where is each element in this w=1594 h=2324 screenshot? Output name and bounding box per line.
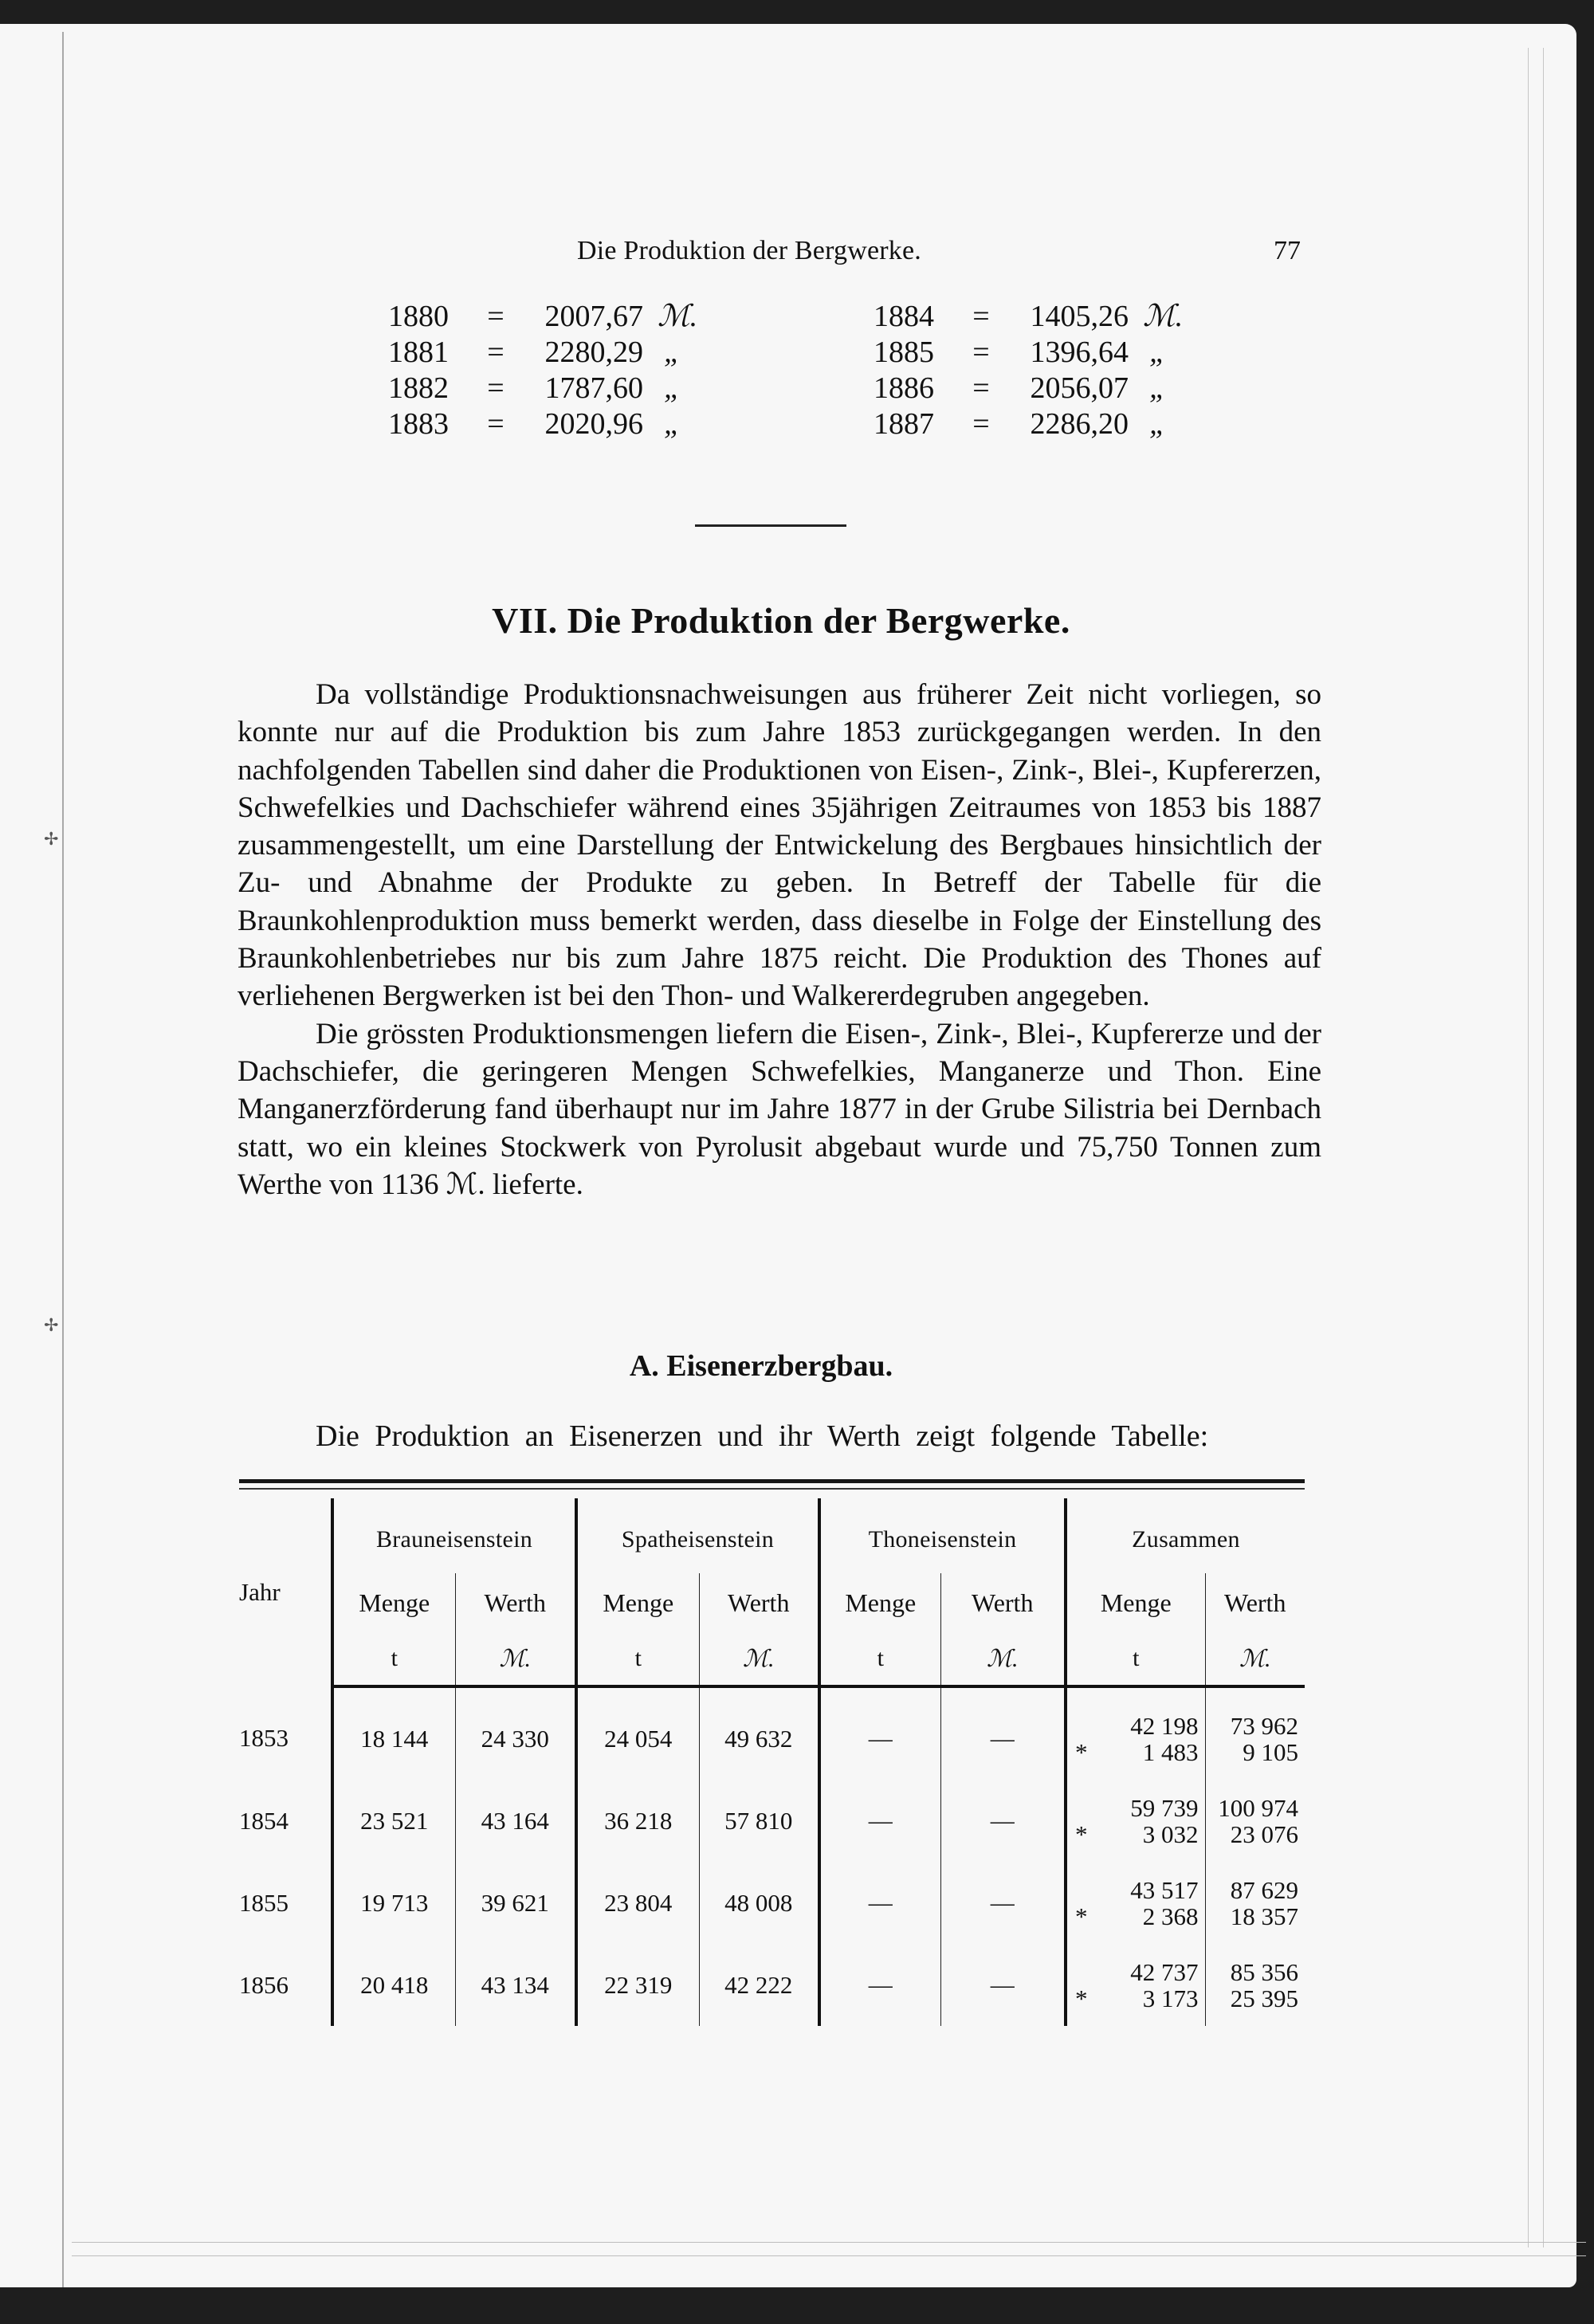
cell-total-menge xyxy=(1066,1944,1205,2026)
subsection-title xyxy=(0,1348,1594,1384)
running-head: Die Produktion der Bergwerke. xyxy=(577,236,921,265)
total-werth-value: 73 962 xyxy=(1230,1711,1298,1740)
mark-currency-symbol: ℳ. xyxy=(1143,300,1184,333)
cell-braun-menge: 20 418 xyxy=(332,1944,455,2026)
table-intro: Die Produktion an Eisenerzen und ihr Werth zeigt folgende Tabelle: xyxy=(316,1419,1209,1453)
page-edge-line xyxy=(1528,48,1529,2247)
rate-row xyxy=(388,406,720,442)
cell-year: 1855 xyxy=(239,1888,289,1917)
cell-spat-menge: 36 218 xyxy=(576,1780,699,1862)
section-title xyxy=(0,599,1594,642)
cell-braun-menge: 19 713 xyxy=(332,1862,455,1944)
cell-thon-werth: — xyxy=(940,1862,1066,1944)
table-row xyxy=(239,1862,1305,1944)
cell-total-menge xyxy=(1066,1780,1205,1862)
header-werth: Werth xyxy=(940,1573,1066,1632)
unit-tonnes: t xyxy=(332,1632,455,1686)
unit-tonnes: t xyxy=(576,1632,699,1686)
table-row xyxy=(239,1686,1305,1780)
header-zusammen: Zusammen xyxy=(1066,1498,1305,1573)
starred-menge-value: 1 483 xyxy=(1142,1737,1199,1766)
unit-tonnes: t xyxy=(1066,1632,1205,1686)
header-werth: Werth xyxy=(455,1573,576,1632)
header-spatheisenstein: Spatheisenstein xyxy=(576,1498,819,1573)
total-werth-value: 100 974 xyxy=(1218,1793,1298,1822)
cell-spat-werth: 42 222 xyxy=(699,1944,819,2026)
rate-year: 1886 xyxy=(874,371,934,405)
section-title-text: VII. Die Produktion der Bergwerke. xyxy=(492,600,1070,641)
paragraph: Die grössten Produktionsmengen liefern die Eisen-, Zink-, Blei-, Kupfererze und der Dachschiefer, die geringeren Mengen Schwefelkies, Manganerze und Thon. Eine Manganerzförderung fand überhaupt nur im Jahre 1877 in der Grube Silistria bei Dernbach statt, wo ein kleines Stockwerk von Pyrolusit abgebaut wurde und 75,750 Tonnen zum Werthe von 1136 ℳ. lieferte. xyxy=(238,1017,1321,1201)
cell-braun-werth: 43 134 xyxy=(455,1944,576,2026)
mark-currency-symbol: ℳ. xyxy=(658,300,698,333)
ditto-mark: „ xyxy=(1149,407,1167,441)
cell-braun-menge: 23 521 xyxy=(332,1780,455,1862)
cell-thon-menge: — xyxy=(819,1780,940,1862)
rate-row xyxy=(874,299,1205,335)
rate-year: 1887 xyxy=(874,407,934,441)
rate-row xyxy=(874,371,1205,406)
cell-total-menge xyxy=(1066,1862,1205,1944)
cell-total-werth xyxy=(1205,1944,1305,2026)
total-werth-value: 87 629 xyxy=(1230,1875,1298,1904)
cell-total-menge xyxy=(1066,1686,1205,1780)
header-year: Jahr xyxy=(239,1578,281,1606)
equals-sign: = xyxy=(487,407,505,441)
rate-value: 2007,67 xyxy=(544,300,643,333)
rate-value: 2056,07 xyxy=(1030,371,1129,405)
header-werth: Werth xyxy=(699,1573,819,1632)
body-text xyxy=(238,676,1321,1203)
rate-row xyxy=(388,299,720,335)
rate-value: 1396,64 xyxy=(1030,336,1129,369)
total-menge-value: 42 737 xyxy=(1130,1957,1199,1986)
cell-braun-werth: 24 330 xyxy=(455,1686,576,1780)
total-menge-value: 42 198 xyxy=(1130,1711,1199,1740)
asterisk-mark: * xyxy=(1075,1737,1088,1766)
unit-tonnes: t xyxy=(819,1632,940,1686)
cell-spat-menge: 22 319 xyxy=(576,1944,699,2026)
page-edge-line xyxy=(72,2255,1586,2256)
starred-menge-value: 3 173 xyxy=(1142,1984,1199,2012)
rate-year: 1884 xyxy=(874,300,934,333)
cell-total-werth xyxy=(1205,1780,1305,1862)
total-menge-value: 43 517 xyxy=(1130,1875,1199,1904)
cell-braun-werth: 43 164 xyxy=(455,1780,576,1862)
cell-thon-werth: — xyxy=(940,1944,1066,2026)
header-menge: Menge xyxy=(332,1573,455,1632)
cell-year: 1853 xyxy=(239,1723,289,1752)
unit-mark: ℳ. xyxy=(940,1632,1066,1686)
ditto-mark: „ xyxy=(1149,371,1167,405)
cell-total-werth xyxy=(1205,1686,1305,1780)
rate-value: 1787,60 xyxy=(544,371,643,405)
iron-ore-production-table xyxy=(239,1498,1305,2026)
gutter-line xyxy=(62,32,64,2287)
rate-year: 1880 xyxy=(388,300,449,333)
asterisk-mark: * xyxy=(1075,1902,1088,1930)
cell-thon-werth: — xyxy=(940,1780,1066,1862)
subsection-title-text: A. Eisenerzbergbau. xyxy=(629,1349,893,1383)
ditto-mark: „ xyxy=(1149,336,1167,369)
header-werth: Werth xyxy=(1205,1573,1305,1632)
cell-braun-menge: 18 144 xyxy=(332,1686,455,1780)
asterisk-mark: * xyxy=(1075,1820,1088,1848)
total-menge-value: 59 739 xyxy=(1130,1793,1199,1822)
rate-year: 1882 xyxy=(388,371,449,405)
rate-year: 1885 xyxy=(874,336,934,369)
rate-value: 2020,96 xyxy=(544,407,643,441)
starred-werth-value: 23 076 xyxy=(1230,1820,1298,1848)
cell-thon-menge: — xyxy=(819,1862,940,1944)
equals-sign: = xyxy=(972,336,990,369)
header-brauneisenstein: Brauneisenstein xyxy=(332,1498,576,1573)
rates-list-right xyxy=(874,299,1205,442)
starred-werth-value: 25 395 xyxy=(1230,1984,1298,2012)
rate-row xyxy=(874,406,1205,442)
cell-spat-menge: 24 054 xyxy=(576,1686,699,1780)
asterisk-mark: * xyxy=(1075,1984,1088,2012)
equals-sign: = xyxy=(487,300,505,333)
header-menge: Menge xyxy=(819,1573,940,1632)
rate-value: 2286,20 xyxy=(1030,407,1129,441)
cell-year: 1854 xyxy=(239,1806,289,1835)
ditto-mark: „ xyxy=(664,336,681,369)
table-row xyxy=(239,1944,1305,2026)
unit-mark: ℳ. xyxy=(699,1632,819,1686)
margin-mark-icon: ✢ xyxy=(44,829,59,849)
rate-value: 2280,29 xyxy=(544,336,643,369)
cell-thon-menge: — xyxy=(819,1686,940,1780)
table-top-rule-thin xyxy=(239,1488,1305,1490)
cell-year: 1856 xyxy=(239,1970,289,1999)
rate-value: 1405,26 xyxy=(1030,300,1129,333)
cell-spat-werth: 57 810 xyxy=(699,1780,819,1862)
cell-braun-werth: 39 621 xyxy=(455,1862,576,1944)
table-row xyxy=(239,1780,1305,1862)
unit-mark: ℳ. xyxy=(1205,1632,1305,1686)
page-edge-line xyxy=(72,2242,1586,2243)
cell-spat-menge: 23 804 xyxy=(576,1862,699,1944)
cell-total-werth xyxy=(1205,1862,1305,1944)
cell-thon-werth: — xyxy=(940,1686,1066,1780)
rate-year: 1881 xyxy=(388,336,449,369)
paragraph: Da vollständige Produktionsnachweisungen aus früherer Zeit nicht vorliegen, so konnte nur auf die Produktion bis zum Jahre 1853 zurückgegangen werden. In den nachfolgenden Tabellen sind daher die Produktionen von Eisen-, Zink-, Blei-, Kupfererzen, Schwefelkies und Dachschiefer während eines 35jährigen Zeitraumes von 1853 bis 1887 zusammengestellt, um eine Darstellung der Entwickelung des Bergbaues hinsichtlich der Zu- und Abnahme der Produkte zu geben. In Betreff der Tabelle für die Braunkohlenproduktion muss bemerkt werden, dass dieselbe in Folge der Einstellung des Braunkohlenbetriebes nur bis zum Jahre 1875 reicht. Die Produktion des Thones auf verliehenen Bergwerken ist bei den Thon- und Walkererdegruben angegeben. xyxy=(238,678,1321,1013)
equals-sign: = xyxy=(972,300,990,333)
header-menge: Menge xyxy=(1066,1573,1205,1632)
ditto-mark: „ xyxy=(664,407,681,441)
rates-list-left xyxy=(388,299,720,442)
starred-menge-value: 2 368 xyxy=(1142,1902,1199,1930)
rate-row xyxy=(874,335,1205,371)
rate-row xyxy=(388,335,720,371)
cell-thon-menge: — xyxy=(819,1944,940,2026)
ditto-mark: „ xyxy=(664,371,681,405)
total-werth-value: 85 356 xyxy=(1230,1957,1298,1986)
starred-werth-value: 18 357 xyxy=(1230,1902,1298,1930)
rate-row xyxy=(388,371,720,406)
starred-menge-value: 3 032 xyxy=(1142,1820,1199,1848)
equals-sign: = xyxy=(972,407,990,441)
equals-sign: = xyxy=(972,371,990,405)
unit-mark: ℳ. xyxy=(455,1632,576,1686)
cell-spat-werth: 48 008 xyxy=(699,1862,819,1944)
section-divider xyxy=(695,524,846,527)
page-number: 77 xyxy=(1274,236,1301,265)
header-menge: Menge xyxy=(576,1573,699,1632)
equals-sign: = xyxy=(487,336,505,369)
starred-werth-value: 9 105 xyxy=(1243,1737,1298,1766)
table-top-rule xyxy=(239,1479,1305,1483)
header-thoneisenstein: Thoneisenstein xyxy=(819,1498,1066,1573)
margin-mark-icon: ✢ xyxy=(44,1315,59,1335)
page-edge-line xyxy=(1543,48,1544,2247)
rate-year: 1883 xyxy=(388,407,449,441)
equals-sign: = xyxy=(487,371,505,405)
cell-spat-werth: 49 632 xyxy=(699,1686,819,1780)
